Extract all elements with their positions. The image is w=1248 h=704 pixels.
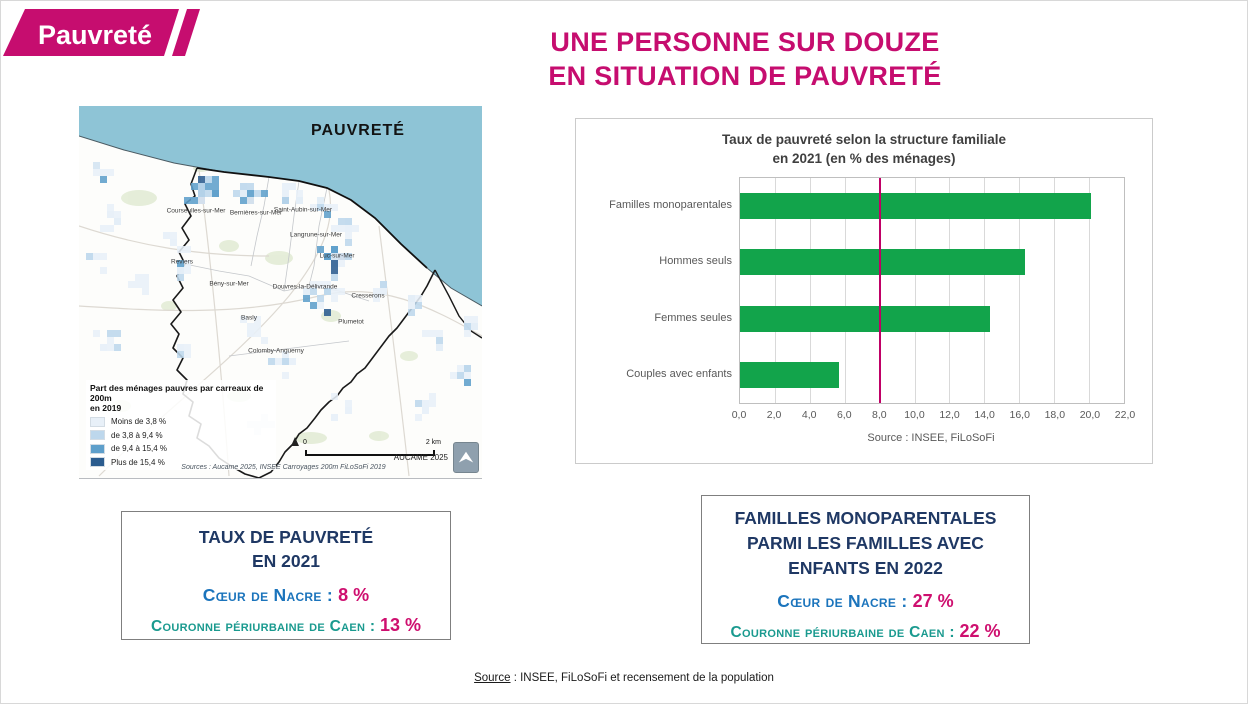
footer-source-text: : INSEE, FiLoSoFi et recensement de la population: [510, 672, 774, 684]
chart-x-tick-label: 4,0: [801, 409, 817, 421]
legend-swatch-3: [90, 444, 105, 454]
chart-x-tick-label: 0,0: [731, 409, 747, 421]
stat-box-poverty-rate: [121, 511, 451, 640]
map-town-label: Reviers: [170, 258, 194, 266]
chart-x-tick-label: 10,0: [904, 409, 925, 421]
chart-category-label: Hommes seuls: [659, 255, 732, 268]
stat-label: Couronne périurbaine de Caen :: [151, 618, 380, 635]
legend-swatch-4: [90, 457, 105, 467]
legend-swatch-2: [90, 430, 105, 440]
map-town-label: Saint-Aubin-sur-Mer: [273, 206, 333, 214]
stat-value: 8 %: [338, 585, 370, 605]
map-town-label: Courseulles-sur-Mer: [166, 207, 226, 215]
stat-label: Cœur de Nacre :: [202, 585, 339, 605]
aucame-logo-icon: [453, 442, 479, 473]
pauvrete-badge: [1, 9, 206, 57]
poverty-map: [79, 106, 482, 479]
chart-x-tick-label: 2,0: [766, 409, 782, 421]
legend-row: [90, 444, 272, 454]
scale-zero-label: 0: [303, 439, 307, 446]
chart-source: Source : INSEE, FiLoSoFi: [867, 432, 995, 444]
map-town-label: Bernières-sur-Mer: [229, 209, 283, 217]
stat-box-title: [122, 525, 450, 573]
stat-value: 27 %: [912, 591, 954, 611]
chart-bar: [740, 362, 839, 388]
chart-category-label: Familles monoparentales: [609, 199, 732, 212]
stat-title-line2: PARMI LES FAMILLES AVEC: [747, 533, 984, 553]
footer-source-label: Source: [474, 672, 511, 684]
legend-title: [90, 383, 272, 413]
chart-x-tick-label: 6,0: [836, 409, 852, 421]
chart-bar: [740, 193, 1091, 219]
chart-x-axis: [731, 409, 1136, 423]
chart-x-tick-label: 8,0: [872, 409, 887, 421]
map-town-label: Colomby-Anguerny: [248, 347, 304, 355]
chart-bar: [740, 306, 990, 332]
scale-km-label: 2 km: [425, 439, 441, 446]
map-town-label: Cresserons: [351, 292, 385, 300]
stat-row-coeur-de-nacre: [702, 591, 1029, 612]
legend-label-1: Moins de 3,8 %: [111, 417, 167, 426]
chart-bar: [740, 249, 1025, 275]
footer-source: [1, 672, 1247, 684]
stat-label: Cœur de Nacre :: [777, 591, 913, 611]
legend-row: [90, 430, 272, 440]
chart-card: [575, 118, 1153, 464]
legend-title-line1: Part des ménages pauvres par carreaux de 200m: [90, 383, 264, 403]
stat-title-line3: ENFANTS EN 2022: [788, 558, 943, 578]
map-title: PAUVRETÉ: [311, 122, 405, 139]
map-legend: [86, 380, 276, 470]
legend-label-4: Plus de 15,4 %: [111, 457, 165, 467]
legend-swatch-1: [90, 417, 105, 427]
map-town-label: Luc-sur-Mer: [319, 252, 355, 260]
chart-plot: [739, 177, 1125, 404]
chart-x-tick-label: 12,0: [939, 409, 960, 421]
chart-title-line2: en 2021 (en % des ménages): [772, 151, 956, 166]
chart-x-tick-label: 18,0: [1044, 409, 1066, 421]
page-title-line2: EN SITUATION DE PAUVRETÉ: [548, 61, 942, 91]
legend-label-3: de 9,4 à 15,4 %: [111, 444, 168, 453]
stat-title-line1: TAUX DE PAUVRETÉ: [198, 527, 374, 547]
badge-label: Pauvreté: [37, 20, 153, 50]
chart-title: [576, 130, 1152, 168]
stat-value: 22 %: [959, 621, 1001, 641]
map-town-label: Douvres-la-Délivrande: [272, 283, 338, 291]
stat-title-line2: EN 2021: [251, 551, 321, 571]
chart-category-label: Couples avec enfants: [626, 367, 732, 380]
legend-title-line2: en 2019: [90, 403, 122, 413]
stat-value: 13 %: [379, 615, 421, 635]
legend-row: [90, 417, 272, 427]
legend-label-2: de 3,8 à 9,4 %: [111, 430, 163, 440]
map-sources: Sources : Aucame 2025, INSEE Carroyages 200m FiLoSoFi 2019: [181, 464, 386, 471]
stat-row-couronne-periurbaine: [122, 615, 450, 636]
stat-box-title: [702, 506, 1029, 581]
map-credit: AUCAME 2025: [393, 453, 448, 462]
chart-title-line1: Taux de pauvreté selon la structure familiale: [721, 132, 1007, 147]
map-town-label: Plumetot: [338, 318, 364, 326]
chart-x-tick-label: 22,0: [1114, 409, 1136, 421]
page-title: [435, 25, 1055, 93]
page-title-line1: UNE PERSONNE SUR DOUZE: [550, 27, 940, 57]
stat-label: Couronne périurbaine de Caen :: [730, 624, 960, 641]
stat-title-line1: FAMILLES MONOPARENTALES: [734, 508, 997, 528]
map-town-label: Langrune-sur-Mer: [289, 231, 343, 239]
chart-x-tick-label: 16,0: [1009, 409, 1030, 421]
chart-x-tick-label: 20,0: [1079, 409, 1101, 421]
chart-x-tick-label: 14,0: [974, 409, 995, 421]
stat-box-single-parent-families: [701, 495, 1030, 644]
stat-row-couronne-periurbaine: [702, 621, 1029, 642]
north-arrow-icon: [291, 437, 299, 446]
chart-reference-line: [879, 178, 881, 403]
map-town-label: Basly: [241, 314, 257, 322]
chart-category-label: Femmes seules: [654, 311, 732, 324]
map-town-label: Bény-sur-Mer: [209, 280, 249, 288]
stat-row-coeur-de-nacre: [122, 585, 450, 606]
